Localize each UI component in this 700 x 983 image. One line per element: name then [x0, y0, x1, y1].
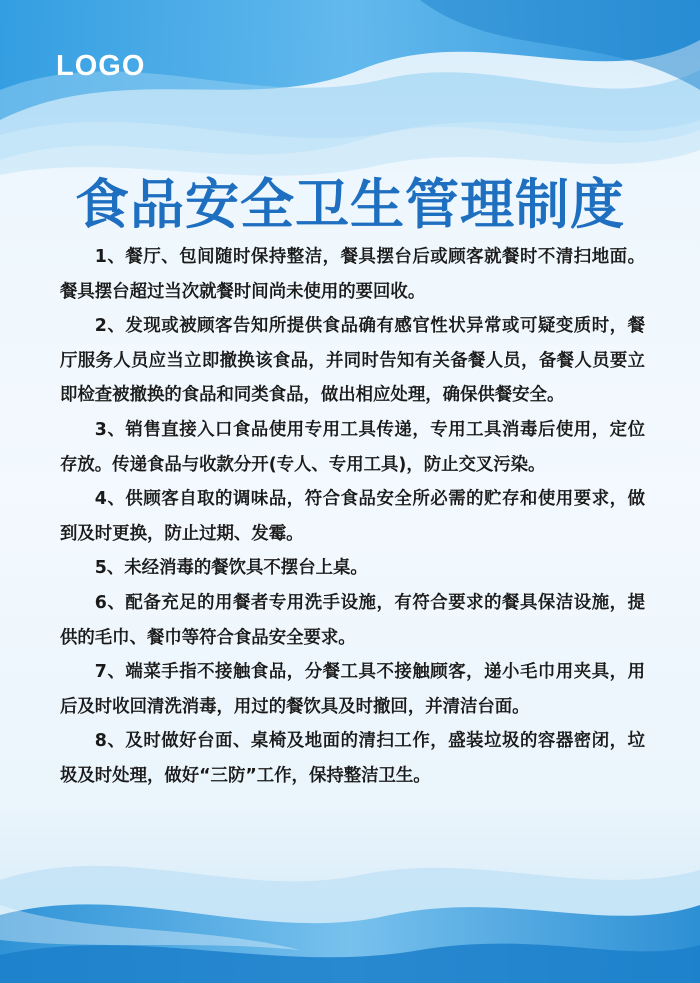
- rule-item-5: 5、未经消毒的餐饮具不摆台上桌。: [94, 558, 368, 579]
- rule-item-2: 2、发现或被顾客告知所提供食品确有感官性状异常或可疑变质时，餐厅服务人员应当立即撤换该食品，并同时告知有关备餐人员，备餐人员要立即检查被撤换的食品和同类食品，做出相应处理，确保供餐安全。: [60, 316, 645, 406]
- rule-item-1: 1、餐厅、包间随时保持整洁，餐具摆台后或顾客就餐时不清扫地面。餐具摆台超过当次就餐时间尚未使用的要回收。: [60, 247, 645, 302]
- logo: LOGO: [56, 50, 146, 82]
- rule-item-4: 4、供顾客自取的调味品，符合食品安全所必需的贮存和使用要求，做到及时更换，防止过期、发霉。: [60, 489, 645, 544]
- rule-item-3: 3、销售直接入口食品使用专用工具传递，专用工具消毒后使用，定位存放。传递食品与收款分开(专人、专用工具)，防止交叉污染。: [60, 419, 645, 475]
- rule-item-6: 6、配备充足的用餐者专用洗手设施，有符合要求的餐具保洁设施，提供的毛巾、餐巾等符合食品安全要求。: [60, 592, 645, 648]
- rules-list: [60, 240, 645, 794]
- rule-item-8: 8、及时做好台面、桌椅及地面的清扫工作，盛装垃圾的容器密闭，垃圾及时处理，做好“三防”工作，保持整洁卫生。: [60, 731, 645, 786]
- page-title: 食品安全卫生管理制度: [75, 173, 625, 236]
- rule-item-7: 7、端菜手指不接触食品，分餐工具不接触顾客，递小毛巾用夹具，用后及时收回清洗消毒，用过的餐饮具及时撤回，并清洁台面。: [60, 662, 645, 717]
